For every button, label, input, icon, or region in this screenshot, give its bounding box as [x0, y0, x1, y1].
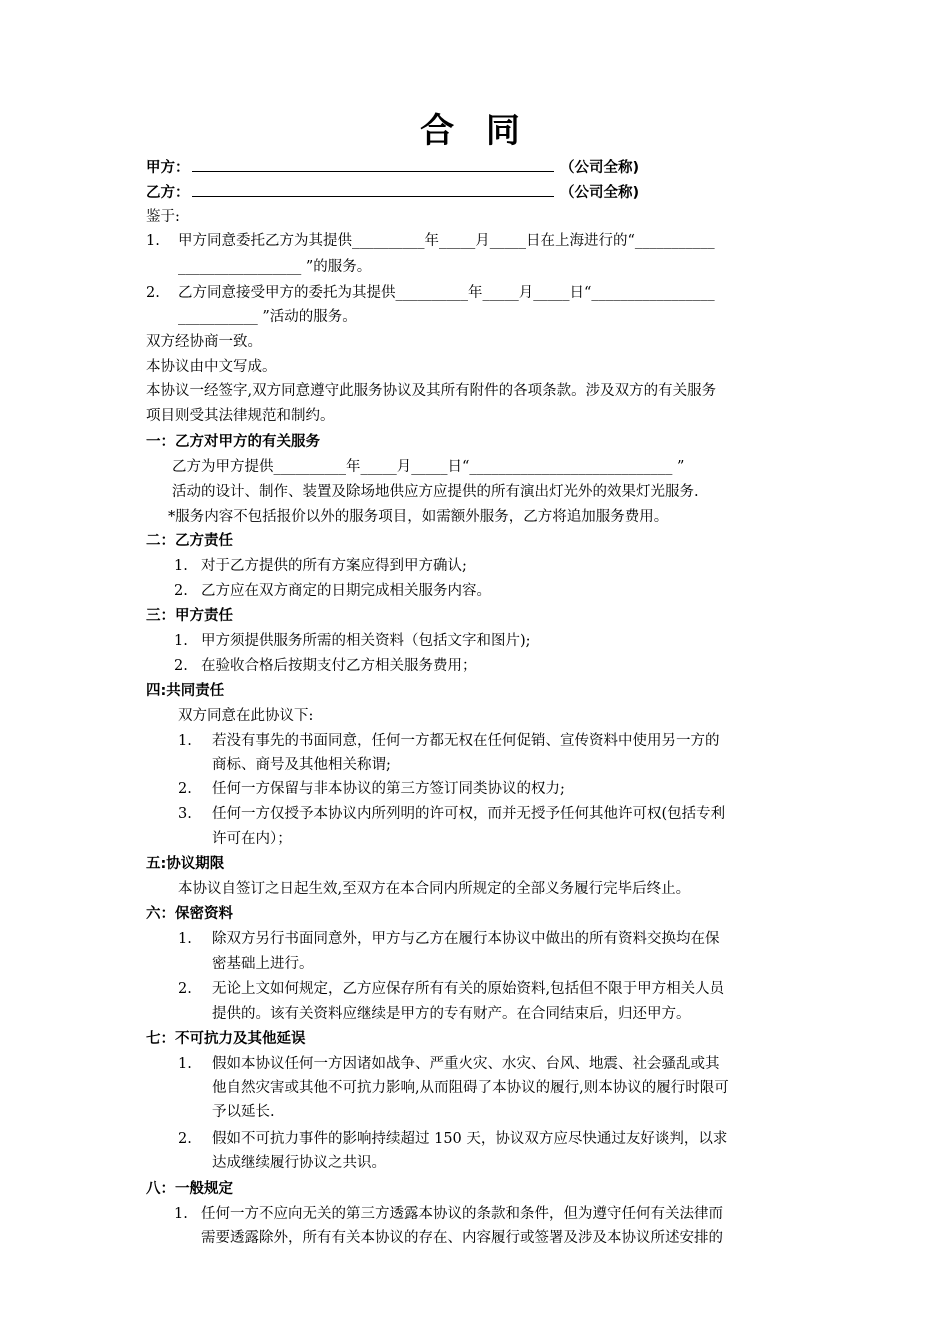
section-6-item-1-line-1: 除双方另行书面同意外，甲方与乙方在履行本协议中做出的所有资料交换均在保 — [212, 931, 720, 947]
recital-2-line-1: 乙方同意接受甲方的委托为其提供__________年_____月_____日“_________________ — [178, 285, 715, 301]
section-2-item-2-text: 乙方应在双方商定的日期完成相关服务内容。 — [201, 583, 491, 599]
section-4-item-2-line-1: 任何一方保留与非本协议的第三方签订同类协议的权力; — [212, 781, 565, 797]
party-b-label: 乙方： — [146, 185, 190, 201]
section-6-item-2-line-2: 提供的。该有关资料应继续是甲方的专有财产。在合同结束后，归还甲方。 — [212, 1006, 691, 1022]
recital-1-line-1: 甲方同意委托乙方为其提供__________年_____月_____日在上海进行的“___________ — [178, 233, 715, 249]
section-8-item-1-line-1: 任何一方不应向无关的第三方透露本协议的条款和条件，但为遵守任何有关法律而 — [201, 1206, 723, 1222]
section-4-item-3-number: 3. — [178, 806, 192, 822]
recital-1-line-2: _________________ ”的服务。 — [178, 259, 372, 275]
section-1-line-2: 活动的设计、制作、装置及除场地供应方应提供的所有演出灯光外的效果灯光服务. — [172, 484, 699, 500]
party-a-blank — [192, 156, 554, 172]
section-7-item-1-line-1: 假如本协议任何一方因诸如战争、严重火灾、水灾、台风、地震、社会骚乱或其 — [212, 1056, 720, 1072]
whereas-label: 鉴于: — [146, 209, 180, 225]
intro-line-3: 本协议一经签字,双方同意遵守此服务协议及其所有附件的各项条款。涉及双方的有关服务 — [146, 383, 717, 399]
section-6-heading: 六：保密资料 — [146, 906, 233, 922]
party-b-line — [146, 181, 639, 204]
intro-line-4: 项目则受其法律规范和制约。 — [146, 408, 335, 424]
section-2-heading: 二：乙方责任 — [146, 533, 233, 549]
section-6-item-2-number: 2. — [178, 981, 192, 997]
section-3-item-1-number: 1. — [174, 633, 188, 649]
section-3-heading: 三：甲方责任 — [146, 608, 233, 624]
section-7-item-1-number: 1. — [178, 1056, 192, 1072]
section-7-item-1-line-2: 他自然灾害或其他不可抗力影响,从而阻碍了本协议的履行,则本协议的履行时限可 — [212, 1080, 729, 1096]
party-a-line — [146, 156, 639, 179]
intro-line-2: 本协议由中文写成。 — [146, 359, 277, 375]
party-a-suffix: （公司全称) — [560, 160, 640, 176]
intro-line-1: 双方经协商一致。 — [146, 334, 262, 350]
recital-1-number: 1. — [146, 233, 160, 249]
section-1-heading: 一：乙方对甲方的有关服务 — [146, 434, 320, 450]
party-b-suffix: （公司全称) — [560, 185, 640, 201]
section-7-item-2-line-1: 假如不可抗力事件的影响持续超过 150 天，协议双方应尽快通过友好谈判，以求 — [212, 1131, 728, 1147]
party-b-blank — [192, 181, 554, 197]
section-8-item-1-number: 1. — [174, 1206, 188, 1222]
section-4-item-3-line-2: 许可在内）； — [212, 831, 292, 847]
section-3-item-2-text: 在验收合格后按期支付乙方相关服务费用； — [201, 658, 477, 674]
recital-2-line-2: ___________ ”活动的服务。 — [178, 309, 357, 325]
section-3-item-1-text: 甲方须提供服务所需的相关资料（包括文字和图片); — [201, 633, 531, 649]
section-1-line-3: *服务内容不包括报价以外的服务项目，如需额外服务，乙方将追加服务费用。 — [168, 509, 669, 525]
section-5-heading: 五:协议期限 — [146, 856, 225, 872]
section-6-item-1-number: 1. — [178, 931, 192, 947]
section-8-item-1-line-2: 需要透露除外，所有有关本协议的存在、内容履行或签署及涉及本协议所述安排的 — [201, 1230, 723, 1246]
section-2-item-2-number: 2. — [174, 583, 188, 599]
section-4-item-1-number: 1. — [178, 733, 192, 749]
section-7-item-2-number: 2. — [178, 1131, 192, 1147]
section-5-text: 本协议自签订之日起生效,至双方在本合同内所规定的全部义务履行完毕后终止。 — [178, 881, 691, 897]
section-6-item-2-line-1: 无论上文如何规定，乙方应保存所有有关的原始资料,包括但不限于甲方相关人员 — [212, 981, 725, 997]
section-4-heading: 四:共同责任 — [146, 683, 225, 699]
section-4-item-3-line-1: 任何一方仅授予本协议内所列明的许可权，而并无授予任何其他许可权(包括专利 — [212, 806, 726, 822]
section-7-item-2-line-2: 达成继续履行协议之共识。 — [212, 1155, 386, 1171]
section-2-item-1-text: 对于乙方提供的所有方案应得到甲方确认; — [201, 558, 467, 574]
section-8-heading: 八：一般规定 — [146, 1181, 233, 1197]
section-7-item-1-line-3: 予以延长. — [212, 1104, 275, 1120]
section-4-item-1-line-2: 商标、商号及其他相关称谓; — [212, 757, 391, 773]
document-title: 合 同 — [420, 111, 530, 151]
section-4-item-1-line-1: 若没有事先的书面同意，任何一方都无权在任何促销、宣传资料中使用另一方的 — [212, 733, 720, 749]
section-1-line-1: 乙方为甲方提供__________年_____月_____日“____________________________ ” — [172, 459, 685, 475]
section-6-item-1-line-2: 密基础上进行。 — [212, 956, 314, 972]
section-3-item-2-number: 2. — [174, 658, 188, 674]
section-4-intro: 双方同意在此协议下: — [178, 708, 314, 724]
section-4-item-2-number: 2. — [178, 781, 192, 797]
recital-2-number: 2. — [146, 285, 160, 301]
section-2-item-1-number: 1. — [174, 558, 188, 574]
section-7-heading: 七：不可抗力及其他延误 — [146, 1031, 306, 1047]
party-a-label: 甲方： — [146, 160, 190, 176]
